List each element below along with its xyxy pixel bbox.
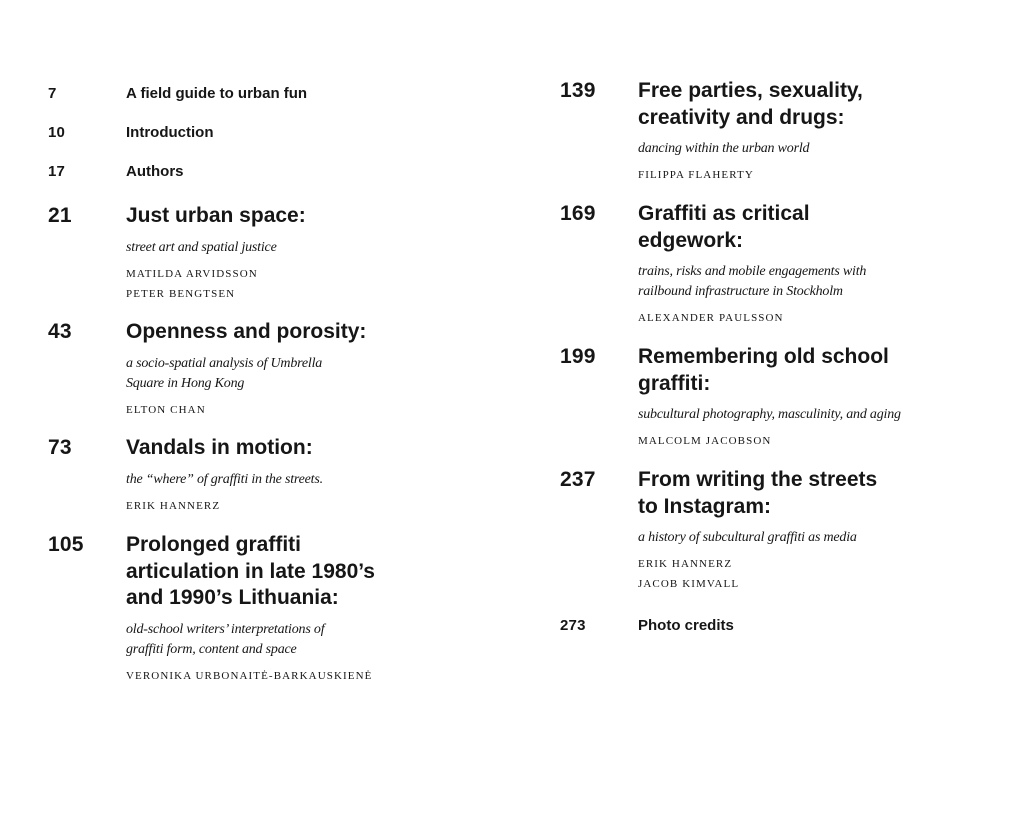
entry-authors (638, 431, 998, 451)
page-number: 43 (48, 320, 72, 343)
subtitle-line: graffiti form, content and space (126, 641, 297, 657)
entry-title (126, 532, 486, 612)
entry-subtitle: dancing within the urban world (638, 141, 810, 156)
entry-subtitle (126, 354, 486, 394)
entry-title (638, 344, 998, 397)
entry-subtitle (126, 620, 486, 660)
page-number: 199 (560, 345, 596, 368)
entry-title: Vandals in motion: (126, 436, 313, 459)
title-line: and 1990’s Lithuania: (126, 586, 339, 609)
entry-authors (126, 496, 486, 516)
entry-title: Openness and porosity: (126, 320, 367, 343)
entry-authors (126, 264, 486, 304)
author-name: ERIK HANNERZ (126, 499, 221, 512)
entry-title (638, 467, 998, 520)
page-number: 21 (48, 204, 72, 227)
page-number: 139 (560, 79, 596, 102)
title-line: creativity and drugs: (638, 105, 845, 129)
title-line: Remembering old school (638, 345, 889, 368)
title-line: graffiti: (638, 371, 711, 395)
author-name: VERONIKA URBONAITĖ-BARKAUSKIENĖ (126, 669, 373, 682)
entry-title: A field guide to urban fun (126, 85, 308, 102)
subtitle-line: railbound infrastructure in Stockholm (638, 284, 843, 299)
page-number: 10 (48, 124, 66, 141)
author-name: ALEXANDER PAULSSON (638, 312, 784, 324)
title-line: Free parties, sexuality, (638, 79, 863, 102)
subtitle-line: a socio-spatial analysis of Umbrella (126, 355, 323, 371)
title-line: Graffiti as critical (638, 202, 810, 225)
author-name: ERIK HANNERZ (638, 558, 733, 570)
subtitle-line: old-school writers’ interpretations of (126, 621, 325, 637)
entry-authors (126, 666, 486, 686)
author-name: MALCOLM JACOBSON (638, 435, 772, 447)
entry-title: Just urban space: (126, 204, 306, 227)
author-name: MATILDA ARVIDSSON (126, 267, 258, 280)
entry-title: Introduction (126, 124, 214, 141)
title-line: From writing the streets (638, 468, 878, 491)
page-number: 105 (48, 533, 84, 556)
author-name: JACOB KIMVALL (638, 578, 740, 590)
entry-authors (638, 308, 998, 328)
entry-subtitle (638, 262, 998, 302)
entry-subtitle: a history of subcultural graffiti as media (638, 530, 857, 545)
entry-authors (126, 400, 486, 420)
page-number: 73 (48, 436, 72, 459)
entry-subtitle: the “where” of graffiti in the streets. (126, 471, 323, 487)
page-number: 237 (560, 468, 596, 491)
entry-authors (638, 554, 998, 594)
entry-authors (638, 165, 998, 185)
entry-title: Photo credits (638, 617, 734, 634)
entry-subtitle: street art and spatial justice (126, 239, 277, 255)
page-number: 273 (560, 617, 586, 634)
subtitle-line: Square in Hong Kong (126, 375, 245, 391)
title-line: articulation in late 1980’s (126, 559, 375, 583)
title-line: to Instagram: (638, 494, 772, 518)
page-number: 169 (560, 202, 596, 225)
entry-title (638, 201, 998, 254)
entry-title: Authors (126, 163, 184, 180)
author-name: FILIPPA FLAHERTY (638, 169, 754, 181)
entry-title (638, 78, 998, 131)
title-line: Prolonged graffiti (126, 533, 301, 556)
subtitle-line: trains, risks and mobile engagements with (638, 264, 867, 279)
entry-subtitle: subcultural photography, masculinity, and aging (638, 407, 901, 422)
page-number: 7 (48, 85, 57, 102)
page-number: 17 (48, 163, 66, 180)
author-name: PETER BENGTSEN (126, 287, 236, 300)
author-name: ELTON CHAN (126, 403, 206, 416)
title-line: edgework: (638, 228, 744, 252)
